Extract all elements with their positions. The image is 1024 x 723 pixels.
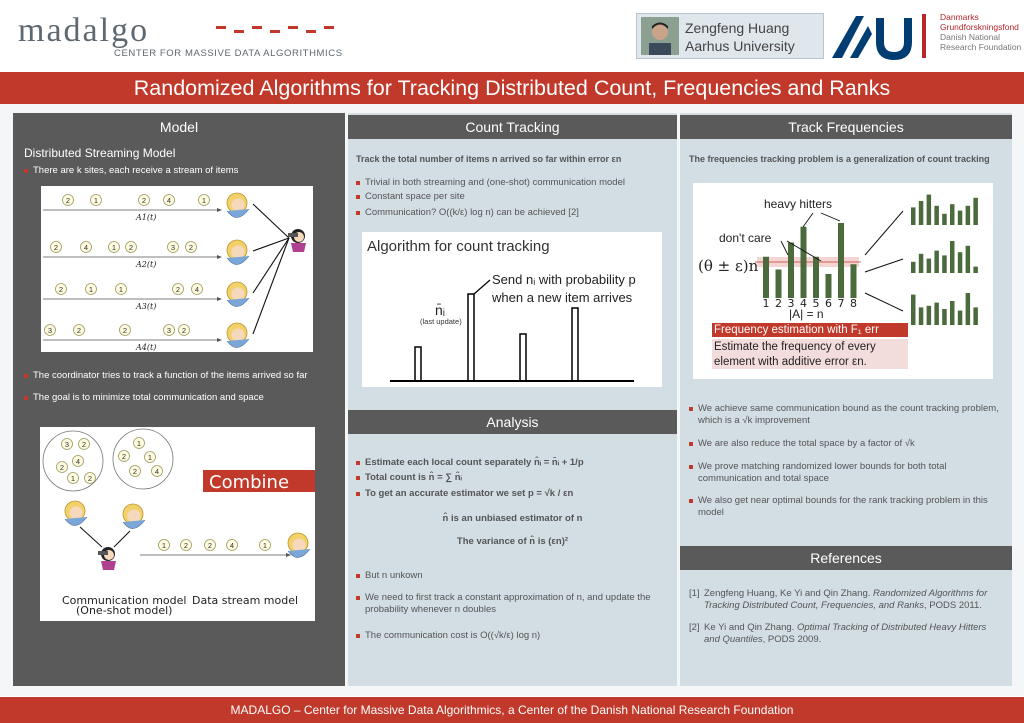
- set-token-text: 3: [64, 439, 70, 449]
- freq-tick-label: 6: [825, 297, 832, 310]
- mini-bar: [973, 307, 978, 325]
- mini-bar: [958, 211, 963, 225]
- site-character-face: [232, 246, 245, 259]
- bullet-marker: [24, 374, 28, 378]
- stream-token-text: 4: [194, 284, 200, 294]
- freq-box-line-2: element with additive error εn.: [714, 356, 867, 368]
- count-fig-send-2: when a new item arrives: [492, 290, 633, 305]
- set-token-text: 2: [87, 473, 93, 483]
- stream-to-coordinator-arrow: [253, 238, 289, 334]
- stream-token-text: 2: [58, 284, 64, 294]
- bullet-marker: [356, 211, 360, 215]
- stream-label: A2(t): [136, 260, 157, 269]
- count-fig-nbar: n̄ᵢ: [435, 302, 445, 318]
- reference-2: [704, 622, 994, 646]
- stream-token-text: 2: [188, 242, 194, 252]
- coordinator-telescope: [288, 233, 298, 237]
- mini-bar: [942, 309, 947, 325]
- freq-figure: [693, 183, 993, 379]
- bullet-marker: [356, 181, 360, 185]
- count-bullet-1: Trivial in both streaming and (one-shot) communication model: [365, 177, 625, 188]
- mini-bar: [934, 251, 939, 273]
- site-arrow: [865, 293, 903, 311]
- comm-arrow: [114, 531, 130, 547]
- heavy-hitter-pointer: [821, 213, 840, 221]
- freq-bullet-3: We prove matching randomized lower bounds for both total communication and total space: [698, 461, 947, 484]
- freq-column: [680, 113, 1012, 686]
- site-character-face: [232, 288, 245, 301]
- header: [0, 0, 1024, 72]
- analysis-bullet-5: We need to first track a constant approximation of n, and update the probability whenever n doubles: [365, 592, 651, 615]
- site-character-face: [232, 199, 245, 212]
- freq-abs-label: |A| = n: [789, 307, 824, 321]
- set-token-text: 1: [136, 438, 142, 448]
- references-heading: References: [680, 546, 1012, 570]
- model-bullet-3: The goal is to minimize total communication and space: [33, 392, 264, 403]
- stream-item-token-text: 2: [207, 540, 213, 550]
- stream-token-text: 2: [128, 242, 134, 252]
- bullet-marker: [356, 476, 360, 480]
- mini-bar: [973, 267, 978, 273]
- alice-character-face: [70, 507, 83, 520]
- mini-bar: [919, 254, 924, 273]
- freq-tick-label: 3: [787, 297, 795, 310]
- freq-bar: [763, 257, 769, 298]
- dnrf-line-4: Research Foundation: [940, 42, 1022, 52]
- model-column: [13, 113, 345, 686]
- stream-token-text: 2: [181, 325, 187, 335]
- count-fig-send-1: Send nᵢ with probability p: [492, 272, 636, 287]
- stream-arrowhead: [217, 338, 222, 342]
- freq-tick-label: 7: [837, 297, 845, 310]
- freq-bar: [801, 227, 807, 298]
- stream-token-text: 4: [166, 195, 172, 205]
- stream-token-text: 2: [141, 195, 147, 205]
- stream-token-text: 1: [111, 242, 117, 252]
- aarhus-university-logo-icon: [830, 12, 914, 60]
- dnrf-line-3: Danish National: [940, 32, 1001, 42]
- site-arrow: [865, 211, 903, 255]
- stream-item-token-text: 4: [229, 540, 235, 550]
- author-name: Zengfeng Huang: [685, 20, 790, 36]
- footer: MADALGO – Center for Massive Data Algorithmics, a Center of the Danish National Research Foundation: [0, 697, 1024, 723]
- stream-token-text: 4: [83, 242, 89, 252]
- mini-bar: [966, 293, 971, 325]
- mini-bar: [934, 206, 939, 225]
- bullet-marker: [356, 634, 360, 638]
- stream-token-text: 1: [88, 284, 94, 294]
- set-token-text: 2: [81, 439, 87, 449]
- freq-bar: [826, 274, 832, 298]
- count-intro: Track the total number of items n arrived so far within error εn: [356, 154, 622, 164]
- count-bars-diagram: [362, 232, 662, 387]
- stream-arrowhead: [217, 297, 222, 301]
- ref-num-1: [1]: [689, 588, 700, 599]
- freq-tick-label: 1: [762, 297, 770, 310]
- stream-label: A3(t): [136, 302, 157, 311]
- count-bullet-2: Constant space per site: [365, 191, 465, 202]
- count-bullet-3: Communication? O((k/ε) log n) can be achieved [2]: [365, 207, 579, 218]
- freq-bullet-4: We also get near optimal bounds for the rank tracking problem in this model: [698, 495, 988, 518]
- analysis-center-1: n̂ is an unbiased estimator of n: [442, 513, 583, 524]
- model-comparison-figure: [40, 427, 315, 621]
- analysis-bullet-1: Estimate each local count separately n̂ᵢ = n̄ᵢ + 1/p: [365, 457, 584, 468]
- analysis-bullet-2: Total count is n̂ = ∑ n̂ᵢ: [365, 472, 462, 483]
- stream-token-text: 3: [170, 242, 176, 252]
- freq-tick-label: 8: [850, 297, 857, 310]
- bullet-marker: [689, 465, 693, 469]
- stream-label: A4(t): [136, 343, 157, 352]
- coordinator-body: [291, 243, 306, 252]
- heavy-hitter-pointer: [803, 213, 813, 227]
- poster-title: Randomized Algorithms for Tracking Distributed Count, Frequencies and Ranks: [0, 72, 1024, 104]
- freq-intro: The frequencies tracking problem is a generalization of count tracking: [689, 154, 990, 164]
- ref-2-title: Optimal Tracking of Distributed Heavy Hitters and Quantiles: [704, 622, 987, 645]
- bullet-marker: [356, 492, 360, 496]
- freq-bullet-1: We achieve same communication bound as the count tracking problem, which is a √k improvement: [698, 403, 999, 426]
- freq-bar: [838, 223, 844, 298]
- stream-token-text: 2: [122, 325, 128, 335]
- mini-bar: [927, 195, 932, 225]
- stream-arrowhead: [217, 255, 222, 259]
- logo-dashes-icon: [216, 20, 356, 40]
- stream-diagram: [41, 186, 313, 352]
- stream-token-text: 1: [201, 195, 207, 205]
- set-token-text: 4: [154, 466, 160, 476]
- mini-bar: [942, 255, 947, 273]
- freq-bar: [813, 257, 819, 298]
- bullet-marker: [356, 461, 360, 465]
- mini-bar: [973, 198, 978, 225]
- analysis-heading: Analysis: [348, 410, 677, 434]
- mini-bar: [911, 262, 916, 273]
- reference-1: [704, 588, 994, 612]
- dnrf-line-1: Danmarks: [940, 12, 979, 22]
- count-fig-last-update: (last update): [420, 317, 462, 326]
- stream-token-text: 1: [93, 195, 99, 205]
- analysis-bullet-3: To get an accurate estimator we set p = √k / εn: [365, 488, 574, 499]
- author-box: [636, 13, 824, 59]
- analysis-bullet-4: But n unkown: [365, 570, 423, 581]
- bob-character-face: [128, 510, 141, 523]
- mini-bar: [911, 295, 916, 325]
- site-arrow: [865, 259, 903, 272]
- bullet-marker: [689, 499, 693, 503]
- set-token-text: 2: [121, 451, 127, 461]
- madalgo-logo: [18, 12, 343, 59]
- model-comparison-diagram: [40, 427, 315, 621]
- label-comm-model-sub: (One-shot model): [76, 604, 173, 617]
- set-token-text: 1: [70, 473, 76, 483]
- mini-bar: [966, 246, 971, 273]
- stream-token-text: 1: [118, 284, 124, 294]
- mini-bar: [950, 204, 955, 225]
- freq-tick-label: 4: [800, 297, 807, 310]
- model-subheading: Distributed Streaming Model: [24, 146, 176, 160]
- set-token-text: 1: [147, 452, 153, 462]
- set-token-text: 4: [75, 456, 81, 466]
- mini-bar: [911, 207, 916, 225]
- mini-bar: [958, 311, 963, 325]
- stream-item-token-text: 2: [183, 540, 189, 550]
- stream-arrowhead: [217, 208, 222, 212]
- ref-1-authors: Zengfeng Huang, Ke Yi and Qin Zhang.: [704, 588, 871, 599]
- bullet-marker: [356, 195, 360, 199]
- count-algorithm-figure: [362, 232, 662, 387]
- mini-bar: [950, 301, 955, 325]
- freq-tick-label: 5: [812, 297, 820, 310]
- logo-subtitle: CENTER FOR MASSIVE DATA ALGORITHMICS: [114, 48, 343, 59]
- stream-figure: [41, 186, 313, 352]
- ref-1-title: Randomized Algorithms for Tracking Distributed Count, Frequencies, and Ranks: [704, 588, 988, 611]
- count-heading: Count Tracking: [348, 115, 677, 139]
- mini-bar: [966, 206, 971, 225]
- set-token-text: 2: [59, 462, 65, 472]
- stream-token-text: 2: [53, 242, 59, 252]
- logo-word: madalgo: [18, 12, 150, 49]
- stream-token-text: 3: [166, 325, 172, 335]
- stream-to-coordinator-arrow: [253, 204, 289, 238]
- stream-item-token-text: 1: [262, 540, 268, 550]
- set-token-text: 2: [132, 466, 138, 476]
- freq-theta-label: (θ ± ε)n: [698, 257, 759, 275]
- dnrf-line-2: Grundforskningsfond: [940, 22, 1019, 32]
- stream-item-token-text: 1: [161, 540, 167, 550]
- mini-bar: [950, 241, 955, 273]
- freq-bar: [776, 270, 782, 299]
- mini-bar: [958, 252, 963, 273]
- freq-heavy-hitters: heavy hitters: [764, 197, 833, 211]
- one-shot-coordinator-telescope: [98, 551, 108, 555]
- count-fig-title: Algorithm for count tracking: [367, 238, 550, 255]
- mini-bar: [942, 214, 947, 225]
- model-heading: Model: [13, 115, 345, 139]
- one-shot-coordinator-body: [101, 561, 116, 570]
- stream-label: A1(t): [136, 213, 157, 222]
- mini-bar: [927, 259, 932, 273]
- freq-box-line-1: Estimate the frequency of every: [714, 341, 876, 353]
- comm-arrow: [80, 527, 102, 547]
- mini-bar: [934, 303, 939, 325]
- author-photo: [641, 17, 679, 55]
- model-bullet-1: There are k sites, each receive a stream of items: [33, 165, 239, 176]
- site-character-face: [232, 329, 245, 342]
- bullet-marker: [356, 574, 360, 578]
- bullet-marker: [689, 442, 693, 446]
- stream-token-text: 2: [65, 195, 71, 205]
- mini-bar: [919, 201, 924, 225]
- stream-to-coordinator-arrow: [253, 238, 289, 251]
- bullet-marker: [356, 596, 360, 600]
- bullet-marker: [689, 407, 693, 411]
- dnrf-logo: [922, 12, 1022, 60]
- bullet-marker: [24, 169, 28, 173]
- model-bullet-2: The coordinator tries to track a function of the items arrived so far: [33, 370, 308, 381]
- mini-bar: [919, 307, 924, 325]
- freq-bar: [788, 243, 794, 299]
- stream-character-face: [293, 539, 306, 552]
- freq-dont-care: don't care: [719, 231, 772, 245]
- label-comm-model: Communication model: [62, 594, 187, 607]
- dnrf-bar: [922, 14, 926, 58]
- mini-bar: [927, 306, 932, 325]
- freq-bullet-2: We are also reduce the total space by a factor of √k: [698, 438, 915, 449]
- ref-2-authors: Ke Yi and Qin Zhang.: [704, 622, 795, 633]
- analysis-center-2: The variance of n̂ is (εn)²: [456, 536, 569, 547]
- freq-tick-label: 2: [775, 297, 782, 310]
- freq-box-red: Frequency estimation with F₁ err: [712, 323, 908, 337]
- ref-1-venue: , PODS 2011.: [924, 600, 982, 611]
- stream-token-text: 2: [76, 325, 82, 335]
- combine-label: Combine: [209, 472, 290, 493]
- freq-heading: Track Frequencies: [680, 115, 1012, 139]
- label-stream-model: Data stream model: [192, 594, 299, 607]
- ref-num-2: [2]: [689, 622, 700, 633]
- dont-care-pointer: [781, 241, 788, 255]
- count-column: [348, 113, 677, 686]
- bullet-marker: [24, 396, 28, 400]
- stream-token-text: 3: [47, 325, 53, 335]
- freq-bar: [851, 264, 857, 298]
- stream-token-text: 2: [175, 284, 181, 294]
- ref-2-venue: , PODS 2009.: [762, 634, 822, 645]
- author-affiliation: Aarhus University: [685, 38, 795, 54]
- analysis-bullet-6: The communication cost is O((√k/ε) log n): [365, 630, 541, 641]
